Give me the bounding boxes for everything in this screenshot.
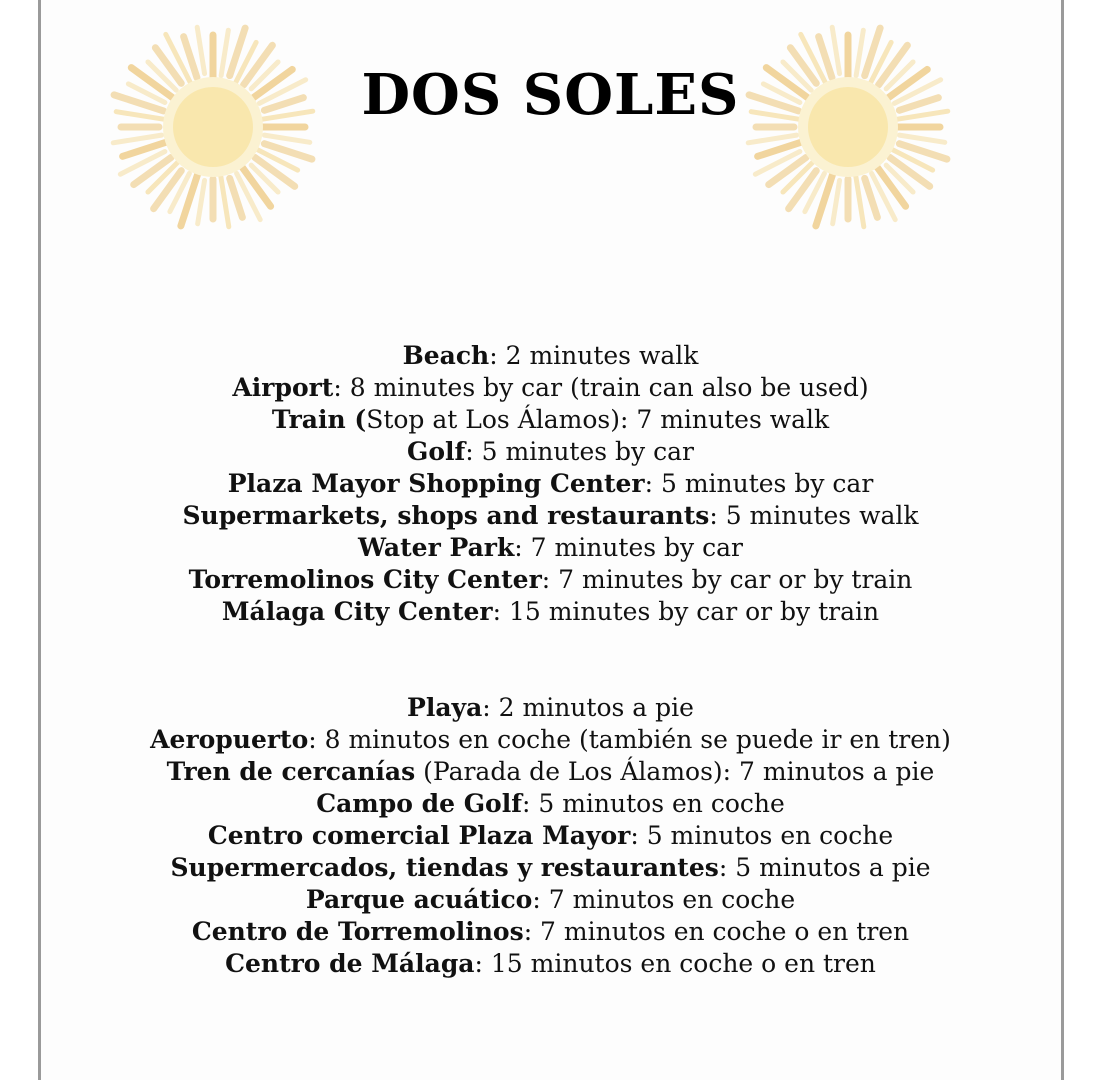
distances-list-english (0, 340, 1101, 628)
item-label: Supermercados, tiendas y restaurantes (170, 853, 719, 882)
item-text: : 2 minutes walk (489, 341, 699, 370)
item-text: : 7 minutos en coche o en tren (523, 917, 910, 946)
item-text: (Parada de Los Álamos): 7 minutos a pie (415, 757, 935, 786)
item-text: : 15 minutes by car or by train (492, 597, 880, 626)
item-text: : 5 minutes walk (709, 501, 919, 530)
sun-ray (769, 158, 806, 185)
sun-ray (789, 171, 817, 209)
distances-list-spanish (0, 692, 1101, 980)
list-item (0, 852, 1101, 884)
list-item (0, 692, 1101, 724)
item-label: Parque acuático (305, 885, 533, 914)
sun-ray (221, 176, 229, 226)
sun-ray (113, 135, 161, 143)
item-text: : 7 minutos en coche (532, 885, 796, 914)
list-item (0, 596, 1101, 628)
item-label: Airport (232, 373, 334, 402)
item-text: : 7 minutes by car or by train (541, 565, 913, 594)
item-label: Train ( (271, 405, 367, 434)
list-item (0, 372, 1101, 404)
list-item (0, 948, 1101, 980)
sun-ray (134, 158, 171, 185)
item-label: Playa (407, 693, 483, 722)
item-label: Plaza Mayor Shopping Center (227, 469, 645, 498)
item-label: Centro de Torremolinos (191, 917, 524, 946)
sun-ray (748, 135, 796, 143)
item-label: Centro comercial Plaza Mayor (207, 821, 631, 850)
item-text: : 5 minutes by car (644, 469, 874, 498)
sun-ray (856, 176, 864, 226)
item-label: Beach (402, 341, 490, 370)
sun-ray (899, 135, 944, 142)
list-item (0, 500, 1101, 532)
item-label: Tren de cercanías (166, 757, 416, 786)
item-label: Water Park (358, 533, 515, 562)
list-item (0, 404, 1101, 436)
item-label: Campo de Golf (316, 789, 522, 818)
list-item (0, 532, 1101, 564)
item-label: Centro de Málaga (225, 949, 475, 978)
item-text: Stop at Los Álamos): 7 minutes walk (366, 405, 830, 434)
list-item (0, 340, 1101, 372)
list-item (0, 884, 1101, 916)
page-title: DOS SOLES (361, 62, 740, 128)
item-text: : 7 minutes by car (514, 533, 743, 562)
list-item (0, 756, 1101, 788)
item-text: : 15 minutos en coche o en tren (474, 949, 876, 978)
sun-ray (833, 180, 840, 223)
list-item (0, 564, 1101, 596)
list-item (0, 468, 1101, 500)
item-label: Supermarkets, shops and restaurants (182, 501, 710, 530)
item-label: Golf (407, 437, 466, 466)
item-text: : 5 minutos en coche (630, 821, 894, 850)
list-item (0, 788, 1101, 820)
sun-ray (154, 171, 182, 209)
item-label: Málaga City Center (221, 597, 493, 626)
item-text: : 2 minutos a pie (482, 693, 694, 722)
item-text: : 5 minutos a pie (718, 853, 931, 882)
list-item (0, 820, 1101, 852)
item-label: Torremolinos City Center (188, 565, 542, 594)
item-text: : 5 minutos en coche (521, 789, 785, 818)
item-label: Aeropuerto (150, 725, 309, 754)
item-text: : 5 minutes by car (465, 437, 694, 466)
sun-ray (264, 135, 309, 142)
item-text: : 8 minutos en coche (también se puede ir en tren) (308, 725, 951, 754)
list-item (0, 724, 1101, 756)
list-item (0, 916, 1101, 948)
item-text: : 8 minutes by car (train can also be used) (333, 373, 869, 402)
list-item (0, 436, 1101, 468)
sun-ray (198, 180, 205, 223)
